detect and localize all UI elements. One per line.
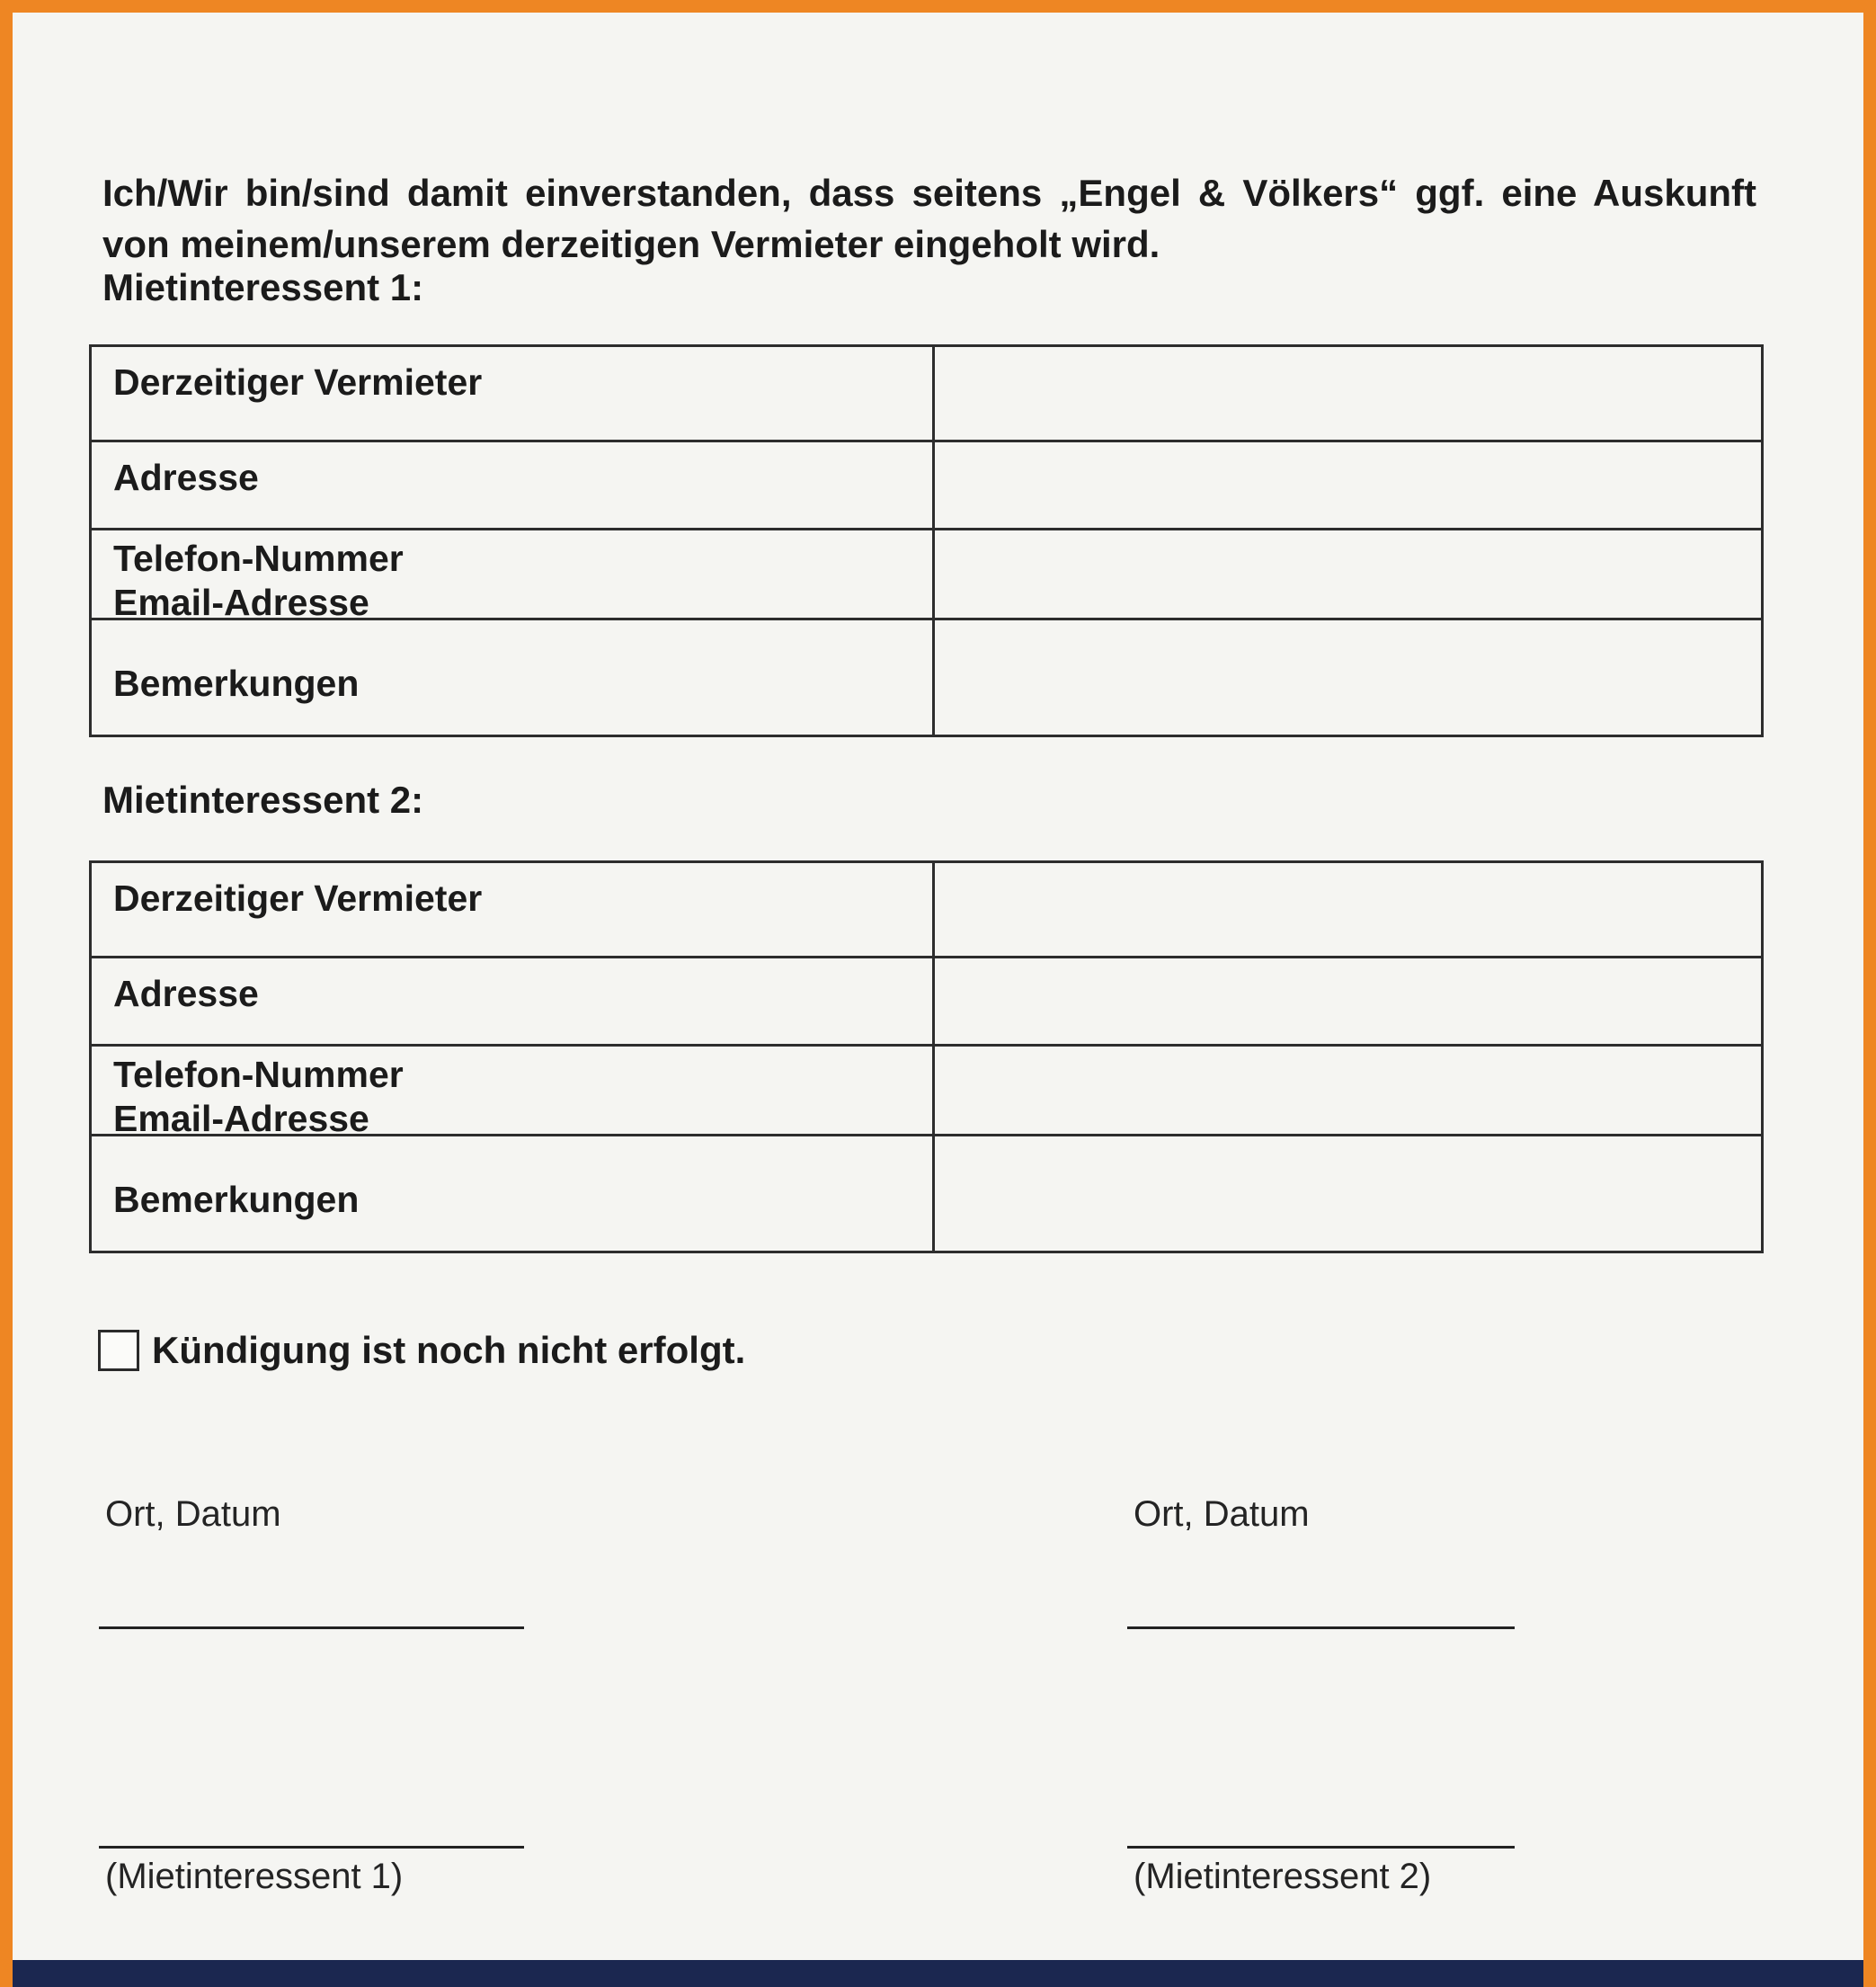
place-date-label-right: Ort, Datum — [1134, 1494, 1310, 1534]
table-row — [92, 863, 1761, 956]
field-label-phone: Telefon-Nummer — [113, 538, 404, 579]
table-row — [92, 618, 1761, 735]
signature-line-left — [99, 1846, 524, 1849]
field-label-landlord: Derzeitiger Vermieter — [92, 347, 935, 440]
field-input-address-2 — [935, 958, 1761, 1044]
table-row — [92, 440, 1761, 528]
table-row — [92, 1134, 1761, 1251]
kuendigung-checkbox[interactable] — [98, 1330, 139, 1371]
table-row — [92, 347, 1761, 440]
section-heading-mietinteressent-1: Mietinteressent 1: — [102, 266, 424, 308]
field-label-phone: Telefon-Nummer — [113, 1054, 404, 1095]
field-label-landlord: Derzeitiger Vermieter — [92, 863, 935, 956]
signature-caption-left: (Mietinteressent 1) — [105, 1857, 404, 1896]
table-row — [92, 1044, 1761, 1134]
table-row — [92, 956, 1761, 1044]
field-label-phone-email — [92, 1047, 935, 1134]
place-date-line-right — [1127, 1626, 1515, 1629]
field-label-email: Email-Adresse — [113, 1098, 369, 1134]
footer-color-bar — [0, 1960, 1876, 1987]
field-label-address: Adresse — [92, 442, 935, 528]
field-input-address-1 — [935, 442, 1761, 528]
place-date-line-left — [99, 1626, 524, 1629]
kuendigung-checkbox-row — [98, 1329, 745, 1372]
field-label-phone-email — [92, 530, 935, 618]
field-label-remarks: Bemerkungen — [92, 1136, 935, 1251]
field-input-phone-email-2 — [935, 1047, 1761, 1134]
field-input-phone-email-1 — [935, 530, 1761, 618]
field-input-landlord-1 — [935, 347, 1761, 440]
section-heading-mietinteressent-2: Mietinteressent 2: — [102, 779, 424, 821]
landlord-info-table-1 — [89, 344, 1764, 737]
kuendigung-checkbox-label: Kündigung ist noch nicht erfolgt. — [152, 1329, 746, 1371]
signature-caption-right: (Mietinteressent 2) — [1134, 1857, 1432, 1896]
field-input-remarks-1 — [935, 620, 1761, 735]
landlord-info-table-2 — [89, 860, 1764, 1253]
table-row — [92, 528, 1761, 618]
consent-paragraph: Ich/Wir bin/sind damit einverstanden, dass seitens „Engel & Völkers“ ggf. eine Auskunft von meinem/unserem derzeitigen Vermieter eingeholt wird. — [102, 172, 1756, 265]
signature-line-right — [1127, 1846, 1515, 1849]
place-date-label-left: Ort, Datum — [105, 1494, 281, 1534]
field-input-landlord-2 — [935, 863, 1761, 956]
field-label-address: Adresse — [92, 958, 935, 1044]
field-label-email: Email-Adresse — [113, 582, 369, 618]
field-label-remarks: Bemerkungen — [92, 620, 935, 735]
field-input-remarks-2 — [935, 1136, 1761, 1251]
